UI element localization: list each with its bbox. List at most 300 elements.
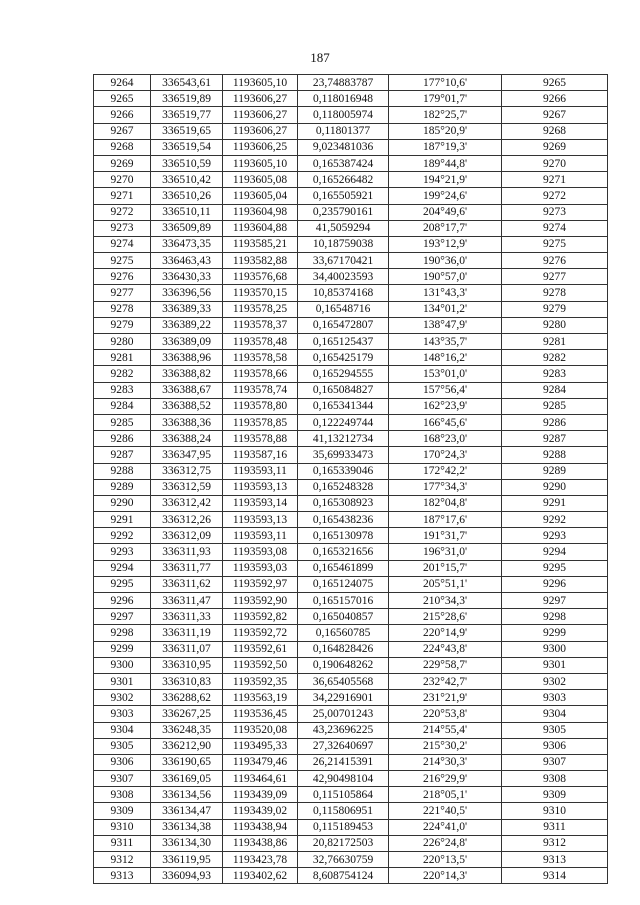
cell-distance: 0,165084827	[298, 382, 389, 398]
cell-x: 336190,65	[151, 754, 223, 770]
cell-to-point: 9275	[502, 236, 608, 252]
cell-bearing: 214°30,3'	[389, 754, 502, 770]
cell-from-point: 9298	[94, 625, 151, 641]
cell-y: 1193605,10	[223, 155, 298, 171]
cell-from-point: 9290	[94, 495, 151, 511]
cell-distance: 0,165248328	[298, 479, 389, 495]
cell-to-point: 9284	[502, 382, 608, 398]
cell-y: 1193593,13	[223, 512, 298, 528]
cell-to-point: 9314	[502, 868, 608, 884]
cell-x: 336388,82	[151, 366, 223, 382]
table-row	[94, 382, 608, 398]
cell-to-point: 9305	[502, 722, 608, 738]
cell-y: 1193605,08	[223, 172, 298, 188]
cell-distance: 0,165157016	[298, 593, 389, 609]
cell-bearing: 220°53,8'	[389, 706, 502, 722]
table-row	[94, 220, 608, 236]
cell-x: 336510,59	[151, 155, 223, 171]
cell-x: 336311,47	[151, 593, 223, 609]
cell-x: 336134,47	[151, 803, 223, 819]
cell-x: 336519,54	[151, 139, 223, 155]
table-row	[94, 528, 608, 544]
cell-y: 1193578,58	[223, 350, 298, 366]
cell-x: 336169,05	[151, 771, 223, 787]
cell-bearing: 220°14,9'	[389, 625, 502, 641]
cell-to-point: 9303	[502, 690, 608, 706]
table-row	[94, 447, 608, 463]
cell-distance: 0,115105864	[298, 787, 389, 803]
cell-y: 1193606,27	[223, 107, 298, 123]
cell-bearing: 193°12,9'	[389, 236, 502, 252]
cell-bearing: 214°55,4'	[389, 722, 502, 738]
cell-bearing: 231°21,9'	[389, 690, 502, 706]
cell-y: 1193606,25	[223, 139, 298, 155]
table-row	[94, 236, 608, 252]
cell-from-point: 9282	[94, 366, 151, 382]
cell-to-point: 9283	[502, 366, 608, 382]
cell-to-point: 9304	[502, 706, 608, 722]
cell-y: 1193578,25	[223, 301, 298, 317]
cell-distance: 0,118016948	[298, 91, 389, 107]
cell-y: 1193593,03	[223, 560, 298, 576]
table-row	[94, 188, 608, 204]
table-row	[94, 819, 608, 835]
cell-from-point: 9302	[94, 690, 151, 706]
cell-y: 1193606,27	[223, 91, 298, 107]
table-row	[94, 657, 608, 673]
cell-x: 336094,93	[151, 868, 223, 884]
cell-to-point: 9269	[502, 139, 608, 155]
cell-from-point: 9305	[94, 738, 151, 754]
table-row	[94, 139, 608, 155]
table-row	[94, 172, 608, 188]
cell-to-point: 9299	[502, 625, 608, 641]
cell-distance: 32,76630759	[298, 852, 389, 868]
table-row	[94, 107, 608, 123]
cell-from-point: 9308	[94, 787, 151, 803]
cell-distance: 0,122249744	[298, 414, 389, 430]
cell-y: 1193593,13	[223, 479, 298, 495]
cell-bearing: 162°23,9'	[389, 398, 502, 414]
cell-bearing: 185°20,9'	[389, 123, 502, 139]
cell-x: 336510,42	[151, 172, 223, 188]
cell-x: 336248,35	[151, 722, 223, 738]
cell-distance: 0,11801377	[298, 123, 389, 139]
table-row	[94, 285, 608, 301]
cell-from-point: 9280	[94, 334, 151, 350]
cell-y: 1193520,08	[223, 722, 298, 738]
cell-distance: 0,165040857	[298, 609, 389, 625]
cell-x: 336388,52	[151, 398, 223, 414]
table-row	[94, 544, 608, 560]
cell-from-point: 9277	[94, 285, 151, 301]
cell-to-point: 9271	[502, 172, 608, 188]
table-row	[94, 852, 608, 868]
cell-bearing: 143°35,7'	[389, 334, 502, 350]
cell-bearing: 221°40,5'	[389, 803, 502, 819]
cell-distance: 0,165125437	[298, 334, 389, 350]
cell-from-point: 9306	[94, 754, 151, 770]
cell-distance: 33,67170421	[298, 253, 389, 269]
cell-bearing: 148°16,2'	[389, 350, 502, 366]
cell-distance: 27,32640697	[298, 738, 389, 754]
table-row	[94, 91, 608, 107]
cell-distance: 0,165387424	[298, 155, 389, 171]
cell-bearing: 220°13,5'	[389, 852, 502, 868]
cell-from-point: 9296	[94, 593, 151, 609]
cell-from-point: 9304	[94, 722, 151, 738]
cell-from-point: 9276	[94, 269, 151, 285]
cell-y: 1193423,78	[223, 852, 298, 868]
cell-distance: 26,21415391	[298, 754, 389, 770]
table-row	[94, 625, 608, 641]
cell-y: 1193606,27	[223, 123, 298, 139]
cell-from-point: 9311	[94, 835, 151, 851]
cell-to-point: 9295	[502, 560, 608, 576]
cell-x: 336388,36	[151, 414, 223, 430]
cell-from-point: 9270	[94, 172, 151, 188]
cell-y: 1193402,62	[223, 868, 298, 884]
cell-from-point: 9294	[94, 560, 151, 576]
cell-distance: 20,82172503	[298, 835, 389, 851]
cell-y: 1193582,88	[223, 253, 298, 269]
cell-y: 1193495,33	[223, 738, 298, 754]
cell-bearing: 179°01,7'	[389, 91, 502, 107]
cell-distance: 0,165472807	[298, 317, 389, 333]
cell-x: 336288,62	[151, 690, 223, 706]
cell-y: 1193576,68	[223, 269, 298, 285]
cell-y: 1193593,08	[223, 544, 298, 560]
cell-x: 336519,89	[151, 91, 223, 107]
cell-x: 336510,26	[151, 188, 223, 204]
cell-x: 336267,25	[151, 706, 223, 722]
cell-from-point: 9279	[94, 317, 151, 333]
cell-from-point: 9297	[94, 609, 151, 625]
cell-x: 336388,67	[151, 382, 223, 398]
cell-x: 336543,61	[151, 75, 223, 91]
cell-bearing: 177°34,3'	[389, 479, 502, 495]
cell-from-point: 9285	[94, 414, 151, 430]
cell-from-point: 9291	[94, 512, 151, 528]
table-row	[94, 479, 608, 495]
cell-bearing: 215°30,2'	[389, 738, 502, 754]
cell-x: 336312,09	[151, 528, 223, 544]
table-row	[94, 269, 608, 285]
cell-to-point: 9294	[502, 544, 608, 560]
cell-y: 1193563,19	[223, 690, 298, 706]
cell-bearing: 216°29,9'	[389, 771, 502, 787]
cell-from-point: 9274	[94, 236, 151, 252]
cell-x: 336463,43	[151, 253, 223, 269]
cell-bearing: 226°24,8'	[389, 835, 502, 851]
cell-to-point: 9298	[502, 609, 608, 625]
coordinates-table	[93, 74, 608, 884]
table-row	[94, 123, 608, 139]
cell-y: 1193592,97	[223, 576, 298, 592]
cell-bearing: 229°58,7'	[389, 657, 502, 673]
table-row	[94, 593, 608, 609]
cell-y: 1193592,61	[223, 641, 298, 657]
cell-from-point: 9293	[94, 544, 151, 560]
table-row	[94, 431, 608, 447]
cell-to-point: 9276	[502, 253, 608, 269]
table-row	[94, 414, 608, 430]
cell-distance: 0,165294555	[298, 366, 389, 382]
cell-from-point: 9288	[94, 463, 151, 479]
cell-x: 336311,77	[151, 560, 223, 576]
cell-y: 1193578,48	[223, 334, 298, 350]
cell-distance: 0,165321656	[298, 544, 389, 560]
cell-bearing: 210°34,3'	[389, 593, 502, 609]
cell-distance: 25,00701243	[298, 706, 389, 722]
cell-y: 1193587,16	[223, 447, 298, 463]
cell-from-point: 9289	[94, 479, 151, 495]
cell-x: 336312,75	[151, 463, 223, 479]
table-row	[94, 512, 608, 528]
cell-from-point: 9272	[94, 204, 151, 220]
cell-to-point: 9286	[502, 414, 608, 430]
cell-bearing: 201°15,7'	[389, 560, 502, 576]
table-row	[94, 155, 608, 171]
cell-distance: 23,74883787	[298, 75, 389, 91]
cell-x: 336311,93	[151, 544, 223, 560]
table-row	[94, 690, 608, 706]
cell-y: 1193605,04	[223, 188, 298, 204]
cell-y: 1193604,98	[223, 204, 298, 220]
cell-distance: 0,165438236	[298, 512, 389, 528]
cell-bearing: 187°17,6'	[389, 512, 502, 528]
cell-from-point: 9309	[94, 803, 151, 819]
cell-distance: 0,165461899	[298, 560, 389, 576]
table-row	[94, 317, 608, 333]
table-row	[94, 641, 608, 657]
cell-bearing: 168°23,0'	[389, 431, 502, 447]
cell-distance: 34,22916901	[298, 690, 389, 706]
cell-bearing: 224°41,0'	[389, 819, 502, 835]
cell-x: 336212,90	[151, 738, 223, 754]
cell-y: 1193439,09	[223, 787, 298, 803]
cell-bearing: 218°05,1'	[389, 787, 502, 803]
cell-distance: 0,165425179	[298, 350, 389, 366]
cell-to-point: 9307	[502, 754, 608, 770]
cell-from-point: 9281	[94, 350, 151, 366]
cell-distance: 0,164828426	[298, 641, 389, 657]
cell-from-point: 9275	[94, 253, 151, 269]
table-row	[94, 398, 608, 414]
cell-distance: 36,65405568	[298, 673, 389, 689]
cell-x: 336310,83	[151, 673, 223, 689]
cell-bearing: 166°45,6'	[389, 414, 502, 430]
cell-distance: 34,40023593	[298, 269, 389, 285]
cell-to-point: 9274	[502, 220, 608, 236]
cell-x: 336312,59	[151, 479, 223, 495]
table-row	[94, 722, 608, 738]
cell-distance: 0,165505921	[298, 188, 389, 204]
table-row	[94, 787, 608, 803]
cell-bearing: 170°24,3'	[389, 447, 502, 463]
cell-to-point: 9287	[502, 431, 608, 447]
cell-to-point: 9301	[502, 657, 608, 673]
cell-to-point: 9282	[502, 350, 608, 366]
cell-bearing: 182°04,8'	[389, 495, 502, 511]
cell-distance: 0,118005974	[298, 107, 389, 123]
cell-to-point: 9292	[502, 512, 608, 528]
cell-bearing: 191°31,7'	[389, 528, 502, 544]
cell-y: 1193578,66	[223, 366, 298, 382]
cell-y: 1193536,45	[223, 706, 298, 722]
cell-x: 336519,65	[151, 123, 223, 139]
cell-to-point: 9288	[502, 447, 608, 463]
cell-distance: 10,85374168	[298, 285, 389, 301]
cell-y: 1193578,88	[223, 431, 298, 447]
cell-to-point: 9279	[502, 301, 608, 317]
cell-from-point: 9313	[94, 868, 151, 884]
cell-to-point: 9300	[502, 641, 608, 657]
cell-to-point: 9266	[502, 91, 608, 107]
cell-to-point: 9280	[502, 317, 608, 333]
cell-from-point: 9269	[94, 155, 151, 171]
cell-y: 1193592,50	[223, 657, 298, 673]
cell-bearing: 131°43,3'	[389, 285, 502, 301]
cell-x: 336312,26	[151, 512, 223, 528]
cell-from-point: 9292	[94, 528, 151, 544]
cell-to-point: 9273	[502, 204, 608, 220]
table-row	[94, 350, 608, 366]
table-row	[94, 366, 608, 382]
cell-to-point: 9289	[502, 463, 608, 479]
cell-distance: 41,5059294	[298, 220, 389, 236]
cell-distance: 35,69933473	[298, 447, 389, 463]
cell-to-point: 9309	[502, 787, 608, 803]
cell-to-point: 9313	[502, 852, 608, 868]
cell-distance: 10,18759038	[298, 236, 389, 252]
cell-distance: 42,90498104	[298, 771, 389, 787]
cell-x: 336134,38	[151, 819, 223, 835]
cell-x: 336473,35	[151, 236, 223, 252]
cell-bearing: 232°42,7'	[389, 673, 502, 689]
table-row	[94, 609, 608, 625]
cell-bearing: 204°49,6'	[389, 204, 502, 220]
cell-from-point: 9307	[94, 771, 151, 787]
cell-x: 336311,33	[151, 609, 223, 625]
cell-x: 336310,95	[151, 657, 223, 673]
cell-x: 336311,07	[151, 641, 223, 657]
cell-distance: 0,16560785	[298, 625, 389, 641]
cell-to-point: 9277	[502, 269, 608, 285]
cell-from-point: 9273	[94, 220, 151, 236]
cell-from-point: 9300	[94, 657, 151, 673]
cell-y: 1193605,10	[223, 75, 298, 91]
cell-from-point: 9310	[94, 819, 151, 835]
cell-to-point: 9293	[502, 528, 608, 544]
cell-bearing: 172°42,2'	[389, 463, 502, 479]
cell-bearing: 190°36,0'	[389, 253, 502, 269]
table-row	[94, 771, 608, 787]
cell-y: 1193592,72	[223, 625, 298, 641]
table-row	[94, 301, 608, 317]
cell-from-point: 9299	[94, 641, 151, 657]
cell-bearing: 138°47,9'	[389, 317, 502, 333]
cell-distance: 0,165124075	[298, 576, 389, 592]
table-row	[94, 495, 608, 511]
cell-distance: 0,165308923	[298, 495, 389, 511]
cell-to-point: 9297	[502, 593, 608, 609]
cell-to-point: 9270	[502, 155, 608, 171]
cell-y: 1193592,90	[223, 593, 298, 609]
table-row	[94, 75, 608, 91]
cell-bearing: 182°25,7'	[389, 107, 502, 123]
cell-bearing: 177°10,6'	[389, 75, 502, 91]
cell-x: 336134,30	[151, 835, 223, 851]
cell-y: 1193439,02	[223, 803, 298, 819]
cell-from-point: 9264	[94, 75, 151, 91]
cell-from-point: 9301	[94, 673, 151, 689]
cell-x: 336347,95	[151, 447, 223, 463]
table-row	[94, 868, 608, 884]
cell-x: 336509,89	[151, 220, 223, 236]
cell-from-point: 9286	[94, 431, 151, 447]
cell-y: 1193593,11	[223, 528, 298, 544]
cell-distance: 9,023481036	[298, 139, 389, 155]
cell-from-point: 9268	[94, 139, 151, 155]
cell-to-point: 9291	[502, 495, 608, 511]
cell-y: 1193578,85	[223, 414, 298, 430]
cell-from-point: 9287	[94, 447, 151, 463]
cell-x: 336396,56	[151, 285, 223, 301]
table-row	[94, 706, 608, 722]
cell-y: 1193479,46	[223, 754, 298, 770]
cell-to-point: 9290	[502, 479, 608, 495]
cell-distance: 0,235790161	[298, 204, 389, 220]
cell-distance: 0,115189453	[298, 819, 389, 835]
cell-to-point: 9312	[502, 835, 608, 851]
table-row	[94, 560, 608, 576]
cell-y: 1193578,74	[223, 382, 298, 398]
cell-y: 1193593,14	[223, 495, 298, 511]
cell-distance: 41,13212734	[298, 431, 389, 447]
cell-to-point: 9265	[502, 75, 608, 91]
cell-x: 336430,33	[151, 269, 223, 285]
cell-y: 1193578,37	[223, 317, 298, 333]
cell-to-point: 9296	[502, 576, 608, 592]
cell-bearing: 189°44,8'	[389, 155, 502, 171]
cell-y: 1193464,61	[223, 771, 298, 787]
table-row	[94, 835, 608, 851]
cell-bearing: 208°17,7'	[389, 220, 502, 236]
cell-bearing: 199°24,6'	[389, 188, 502, 204]
table-row	[94, 576, 608, 592]
cell-bearing: 205°51,1'	[389, 576, 502, 592]
cell-to-point: 9310	[502, 803, 608, 819]
cell-y: 1193570,15	[223, 285, 298, 301]
cell-x: 336134,56	[151, 787, 223, 803]
cell-distance: 0,165341344	[298, 398, 389, 414]
cell-from-point: 9265	[94, 91, 151, 107]
cell-from-point: 9283	[94, 382, 151, 398]
cell-to-point: 9302	[502, 673, 608, 689]
cell-to-point: 9278	[502, 285, 608, 301]
cell-from-point: 9303	[94, 706, 151, 722]
cell-x: 336388,24	[151, 431, 223, 447]
cell-x: 336388,96	[151, 350, 223, 366]
cell-y: 1193592,35	[223, 673, 298, 689]
table-row	[94, 673, 608, 689]
cell-distance: 8,608754124	[298, 868, 389, 884]
cell-bearing: 187°19,3'	[389, 139, 502, 155]
cell-x: 336389,09	[151, 334, 223, 350]
cell-y: 1193604,88	[223, 220, 298, 236]
cell-from-point: 9271	[94, 188, 151, 204]
